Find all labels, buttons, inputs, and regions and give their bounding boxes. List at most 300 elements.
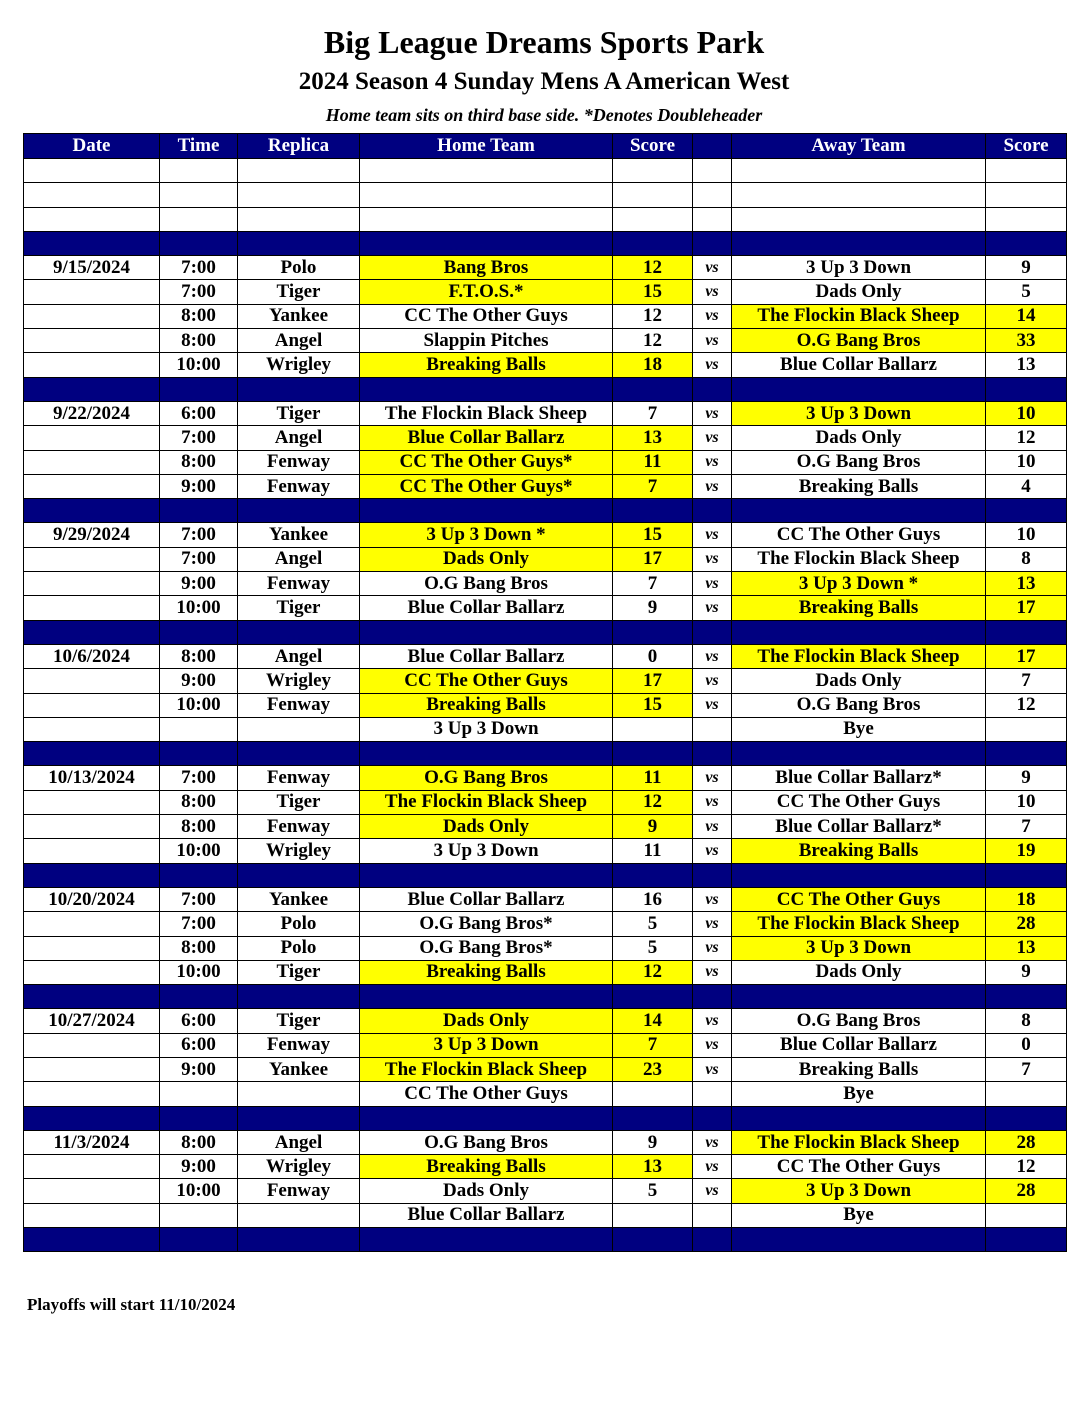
home-team-cell xyxy=(360,742,613,766)
blank-row xyxy=(24,159,1067,183)
away-team-cell: Breaking Balls xyxy=(732,596,986,620)
away-team-cell: CC The Other Guys xyxy=(732,1155,986,1179)
home-score-cell: 12 xyxy=(613,790,693,814)
replica-cell: Angel xyxy=(238,426,360,450)
away-team-cell: CC The Other Guys xyxy=(732,790,986,814)
time-cell: 7:00 xyxy=(160,256,238,280)
away-score-cell: 7 xyxy=(986,1057,1067,1081)
replica-cell: Tiger xyxy=(238,401,360,425)
away-team-cell: O.G Bang Bros xyxy=(732,329,986,353)
home-score-cell xyxy=(613,985,693,1009)
home-score-cell: 11 xyxy=(613,450,693,474)
home-score-cell: 12 xyxy=(613,329,693,353)
col-header-replica: Replica xyxy=(238,134,360,159)
replica-cell xyxy=(238,207,360,231)
time-cell xyxy=(160,159,238,183)
replica-cell xyxy=(238,1228,360,1252)
vs-cell: vs xyxy=(693,547,732,571)
away-team-cell xyxy=(732,231,986,255)
home-team-cell: The Flockin Black Sheep xyxy=(360,790,613,814)
vs-cell: vs xyxy=(693,1033,732,1057)
home-team-cell: O.G Bang Bros* xyxy=(360,936,613,960)
week-separator-row xyxy=(24,377,1067,401)
time-cell xyxy=(160,207,238,231)
home-team-cell: F.T.O.S.* xyxy=(360,280,613,304)
home-team-cell: Breaking Balls xyxy=(360,1155,613,1179)
time-cell: 10:00 xyxy=(160,353,238,377)
table-row xyxy=(24,1155,1067,1179)
time-cell: 8:00 xyxy=(160,936,238,960)
away-team-cell: Blue Collar Ballarz* xyxy=(732,815,986,839)
week-separator-row xyxy=(24,742,1067,766)
away-score-cell: 8 xyxy=(986,547,1067,571)
away-score-cell: 12 xyxy=(986,693,1067,717)
away-score-cell: 10 xyxy=(986,401,1067,425)
away-score-cell xyxy=(986,985,1067,1009)
date-cell xyxy=(24,1033,160,1057)
week-separator-row xyxy=(24,1228,1067,1252)
time-cell: 9:00 xyxy=(160,1057,238,1081)
vs-cell xyxy=(693,1106,732,1130)
away-team-cell: 3 Up 3 Down xyxy=(732,256,986,280)
time-cell: 8:00 xyxy=(160,1130,238,1154)
time-cell: 7:00 xyxy=(160,426,238,450)
week-separator-row xyxy=(24,620,1067,644)
home-team-cell xyxy=(360,620,613,644)
time-cell xyxy=(160,231,238,255)
away-team-cell xyxy=(732,985,986,1009)
replica-cell: Tiger xyxy=(238,280,360,304)
date-cell xyxy=(24,815,160,839)
away-team-cell xyxy=(732,742,986,766)
home-team-cell: Blue Collar Ballarz xyxy=(360,644,613,668)
home-team-cell: O.G Bang Bros* xyxy=(360,912,613,936)
col-header-home-team: Home Team xyxy=(360,134,613,159)
home-score-cell xyxy=(613,159,693,183)
time-cell xyxy=(160,1203,238,1227)
table-row xyxy=(24,596,1067,620)
home-score-cell: 13 xyxy=(613,1155,693,1179)
home-team-cell: Breaking Balls xyxy=(360,960,613,984)
vs-cell: vs xyxy=(693,596,732,620)
date-cell xyxy=(24,547,160,571)
home-score-cell xyxy=(613,207,693,231)
date-cell xyxy=(24,717,160,741)
away-team-cell: O.G Bang Bros xyxy=(732,693,986,717)
replica-cell: Tiger xyxy=(238,960,360,984)
page-note: Home team sits on third base side. *Denotes Doubleheader xyxy=(325,105,763,125)
time-cell: 7:00 xyxy=(160,523,238,547)
time-cell xyxy=(160,985,238,1009)
table-row xyxy=(24,1033,1067,1057)
away-team-cell: O.G Bang Bros xyxy=(732,450,986,474)
table-row xyxy=(24,426,1067,450)
table-row xyxy=(24,815,1067,839)
time-cell xyxy=(160,717,238,741)
date-cell xyxy=(24,353,160,377)
away-team-cell: Dads Only xyxy=(732,669,986,693)
replica-cell xyxy=(238,159,360,183)
replica-cell: Angel xyxy=(238,1130,360,1154)
home-score-cell: 12 xyxy=(613,304,693,328)
home-score-cell: 23 xyxy=(613,1057,693,1081)
date-cell xyxy=(24,669,160,693)
home-team-cell: CC The Other Guys xyxy=(360,304,613,328)
away-score-cell xyxy=(986,1228,1067,1252)
home-score-cell: 12 xyxy=(613,960,693,984)
replica-cell: Polo xyxy=(238,256,360,280)
date-cell xyxy=(24,1179,160,1203)
vs-cell xyxy=(693,620,732,644)
away-score-cell: 12 xyxy=(986,1155,1067,1179)
time-cell: 8:00 xyxy=(160,304,238,328)
home-score-cell xyxy=(613,377,693,401)
date-cell xyxy=(24,1057,160,1081)
home-score-cell: 9 xyxy=(613,815,693,839)
home-team-cell: CC The Other Guys xyxy=(360,669,613,693)
home-score-cell xyxy=(613,742,693,766)
away-score-cell: 7 xyxy=(986,815,1067,839)
away-score-cell xyxy=(986,377,1067,401)
date-cell xyxy=(24,1228,160,1252)
page-title: Big League Dreams Sports Park xyxy=(323,24,765,60)
away-team-cell: Blue Collar Ballarz xyxy=(732,353,986,377)
replica-cell: Polo xyxy=(238,936,360,960)
away-score-cell: 13 xyxy=(986,572,1067,596)
home-score-cell xyxy=(613,183,693,207)
time-cell: 8:00 xyxy=(160,329,238,353)
table-row xyxy=(24,1130,1067,1154)
replica-cell: Yankee xyxy=(238,887,360,911)
time-cell xyxy=(160,183,238,207)
home-team-cell: 3 Up 3 Down * xyxy=(360,523,613,547)
date-cell: 9/15/2024 xyxy=(24,256,160,280)
home-team-cell: O.G Bang Bros xyxy=(360,766,613,790)
time-cell xyxy=(160,499,238,523)
replica-cell: Fenway xyxy=(238,474,360,498)
time-cell xyxy=(160,1082,238,1106)
away-score-cell: 4 xyxy=(986,474,1067,498)
vs-cell: vs xyxy=(693,256,732,280)
home-team-cell xyxy=(360,985,613,1009)
home-score-cell xyxy=(613,1203,693,1227)
time-cell xyxy=(160,1228,238,1252)
away-score-cell: 17 xyxy=(986,644,1067,668)
vs-cell: vs xyxy=(693,1130,732,1154)
vs-cell xyxy=(693,159,732,183)
home-team-cell: O.G Bang Bros xyxy=(360,1130,613,1154)
replica-cell xyxy=(238,985,360,1009)
vs-cell: vs xyxy=(693,887,732,911)
replica-cell: Fenway xyxy=(238,572,360,596)
vs-cell: vs xyxy=(693,766,732,790)
home-team-cell: CC The Other Guys* xyxy=(360,450,613,474)
date-cell: 10/20/2024 xyxy=(24,887,160,911)
vs-cell: vs xyxy=(693,450,732,474)
away-score-cell xyxy=(986,183,1067,207)
time-cell: 6:00 xyxy=(160,401,238,425)
vs-cell xyxy=(693,499,732,523)
home-team-cell xyxy=(360,207,613,231)
table-row xyxy=(24,1057,1067,1081)
away-score-cell: 9 xyxy=(986,766,1067,790)
time-cell: 10:00 xyxy=(160,693,238,717)
away-score-cell xyxy=(986,207,1067,231)
date-cell: 10/13/2024 xyxy=(24,766,160,790)
away-score-cell: 10 xyxy=(986,790,1067,814)
time-cell: 7:00 xyxy=(160,912,238,936)
table-row xyxy=(24,912,1067,936)
replica-cell: Angel xyxy=(238,547,360,571)
away-team-cell: 3 Up 3 Down xyxy=(732,936,986,960)
vs-cell xyxy=(693,1082,732,1106)
home-score-cell xyxy=(613,1082,693,1106)
away-team-cell: Dads Only xyxy=(732,280,986,304)
schedule-body xyxy=(24,159,1067,1252)
date-cell xyxy=(24,693,160,717)
away-team-cell: CC The Other Guys xyxy=(732,523,986,547)
away-team-cell: Breaking Balls xyxy=(732,839,986,863)
vs-cell: vs xyxy=(693,1155,732,1179)
replica-cell xyxy=(238,377,360,401)
away-team-cell: Bye xyxy=(732,1203,986,1227)
vs-cell: vs xyxy=(693,572,732,596)
away-score-cell xyxy=(986,499,1067,523)
date-cell xyxy=(24,1106,160,1130)
vs-cell xyxy=(693,377,732,401)
time-cell: 9:00 xyxy=(160,474,238,498)
replica-cell: Fenway xyxy=(238,766,360,790)
away-score-cell: 17 xyxy=(986,596,1067,620)
home-team-cell: Slappin Pitches xyxy=(360,329,613,353)
vs-cell: vs xyxy=(693,353,732,377)
col-header-away-team: Away Team xyxy=(732,134,986,159)
table-header-row xyxy=(24,134,1067,159)
vs-cell: vs xyxy=(693,426,732,450)
replica-cell: Yankee xyxy=(238,304,360,328)
vs-cell: vs xyxy=(693,912,732,936)
home-score-cell xyxy=(613,863,693,887)
vs-cell: vs xyxy=(693,401,732,425)
home-score-cell: 15 xyxy=(613,523,693,547)
vs-cell xyxy=(693,1203,732,1227)
table-row xyxy=(24,256,1067,280)
away-team-cell xyxy=(732,1106,986,1130)
replica-cell xyxy=(238,1203,360,1227)
away-team-cell: Dads Only xyxy=(732,960,986,984)
time-cell xyxy=(160,377,238,401)
date-cell xyxy=(24,499,160,523)
table-row xyxy=(24,766,1067,790)
table-row xyxy=(24,1009,1067,1033)
week-separator-row xyxy=(24,231,1067,255)
time-cell: 7:00 xyxy=(160,887,238,911)
vs-cell: vs xyxy=(693,474,732,498)
home-team-cell: Dads Only xyxy=(360,1009,613,1033)
replica-cell: Fenway xyxy=(238,1179,360,1203)
time-cell: 9:00 xyxy=(160,669,238,693)
table-row xyxy=(24,280,1067,304)
table-row xyxy=(24,329,1067,353)
home-team-cell: Dads Only xyxy=(360,815,613,839)
home-score-cell: 15 xyxy=(613,280,693,304)
replica-cell xyxy=(238,231,360,255)
date-cell xyxy=(24,280,160,304)
away-team-cell xyxy=(732,863,986,887)
date-cell xyxy=(24,474,160,498)
date-cell xyxy=(24,790,160,814)
home-team-cell xyxy=(360,231,613,255)
time-cell: 9:00 xyxy=(160,1155,238,1179)
away-team-cell: 3 Up 3 Down xyxy=(732,401,986,425)
col-header-away-score: Score xyxy=(986,134,1067,159)
home-team-cell: Blue Collar Ballarz xyxy=(360,1203,613,1227)
away-score-cell: 12 xyxy=(986,426,1067,450)
home-team-cell: Blue Collar Ballarz xyxy=(360,426,613,450)
home-team-cell: CC The Other Guys* xyxy=(360,474,613,498)
vs-cell: vs xyxy=(693,304,732,328)
replica-cell xyxy=(238,1082,360,1106)
time-cell: 9:00 xyxy=(160,572,238,596)
home-score-cell: 9 xyxy=(613,1130,693,1154)
home-team-cell xyxy=(360,1228,613,1252)
time-cell xyxy=(160,1106,238,1130)
home-score-cell: 7 xyxy=(613,474,693,498)
home-score-cell: 14 xyxy=(613,1009,693,1033)
time-cell xyxy=(160,620,238,644)
replica-cell: Angel xyxy=(238,329,360,353)
home-score-cell xyxy=(613,231,693,255)
time-cell: 8:00 xyxy=(160,644,238,668)
table-row xyxy=(24,353,1067,377)
home-team-cell xyxy=(360,499,613,523)
home-score-cell: 11 xyxy=(613,839,693,863)
vs-cell xyxy=(693,863,732,887)
away-score-cell: 19 xyxy=(986,839,1067,863)
home-team-cell: Blue Collar Ballarz xyxy=(360,596,613,620)
replica-cell: Fenway xyxy=(238,1033,360,1057)
away-team-cell: The Flockin Black Sheep xyxy=(732,547,986,571)
away-team-cell: Bye xyxy=(732,1082,986,1106)
vs-cell xyxy=(693,985,732,1009)
home-score-cell: 17 xyxy=(613,547,693,571)
away-score-cell: 28 xyxy=(986,1179,1067,1203)
date-cell xyxy=(24,863,160,887)
replica-cell xyxy=(238,863,360,887)
time-cell: 10:00 xyxy=(160,960,238,984)
vs-cell: vs xyxy=(693,960,732,984)
replica-cell xyxy=(238,1106,360,1130)
away-score-cell: 28 xyxy=(986,912,1067,936)
vs-cell: vs xyxy=(693,790,732,814)
home-score-cell: 7 xyxy=(613,401,693,425)
replica-cell xyxy=(238,620,360,644)
table-row xyxy=(24,644,1067,668)
replica-cell xyxy=(238,183,360,207)
away-team-cell: Dads Only xyxy=(732,426,986,450)
away-team-cell: Bye xyxy=(732,717,986,741)
away-score-cell xyxy=(986,1082,1067,1106)
table-row xyxy=(24,1179,1067,1203)
home-score-cell: 18 xyxy=(613,353,693,377)
time-cell: 7:00 xyxy=(160,280,238,304)
home-score-cell: 12 xyxy=(613,256,693,280)
away-score-cell xyxy=(986,231,1067,255)
replica-cell: Angel xyxy=(238,644,360,668)
home-team-cell: Breaking Balls xyxy=(360,353,613,377)
vs-cell: vs xyxy=(693,839,732,863)
home-team-cell: Breaking Balls xyxy=(360,693,613,717)
home-team-cell xyxy=(360,863,613,887)
time-cell: 8:00 xyxy=(160,815,238,839)
home-team-cell: 3 Up 3 Down xyxy=(360,717,613,741)
time-cell: 6:00 xyxy=(160,1033,238,1057)
vs-cell xyxy=(693,1228,732,1252)
table-row xyxy=(24,474,1067,498)
vs-cell: vs xyxy=(693,280,732,304)
away-team-cell xyxy=(732,620,986,644)
table-row xyxy=(24,1203,1067,1227)
home-score-cell: 5 xyxy=(613,912,693,936)
time-cell: 10:00 xyxy=(160,839,238,863)
date-cell: 9/22/2024 xyxy=(24,401,160,425)
vs-cell: vs xyxy=(693,693,732,717)
home-score-cell xyxy=(613,499,693,523)
replica-cell: Polo xyxy=(238,912,360,936)
table-row xyxy=(24,960,1067,984)
vs-cell xyxy=(693,742,732,766)
away-score-cell: 13 xyxy=(986,353,1067,377)
date-cell xyxy=(24,450,160,474)
away-score-cell xyxy=(986,620,1067,644)
replica-cell: Fenway xyxy=(238,450,360,474)
home-score-cell: 7 xyxy=(613,1033,693,1057)
away-team-cell xyxy=(732,207,986,231)
date-cell xyxy=(24,839,160,863)
vs-cell: vs xyxy=(693,1179,732,1203)
vs-cell: vs xyxy=(693,329,732,353)
home-score-cell: 15 xyxy=(613,693,693,717)
footer-note: Playoffs will start 11/10/2024 xyxy=(27,1295,236,1314)
date-cell xyxy=(24,572,160,596)
replica-cell xyxy=(238,717,360,741)
away-score-cell: 10 xyxy=(986,523,1067,547)
away-team-cell: Breaking Balls xyxy=(732,1057,986,1081)
away-score-cell: 13 xyxy=(986,936,1067,960)
date-cell: 10/27/2024 xyxy=(24,1009,160,1033)
home-team-cell: 3 Up 3 Down xyxy=(360,1033,613,1057)
time-cell: 7:00 xyxy=(160,547,238,571)
home-team-cell xyxy=(360,183,613,207)
away-score-cell xyxy=(986,1106,1067,1130)
date-cell xyxy=(24,620,160,644)
away-team-cell xyxy=(732,159,986,183)
away-score-cell: 33 xyxy=(986,329,1067,353)
home-team-cell xyxy=(360,159,613,183)
vs-cell: vs xyxy=(693,669,732,693)
away-team-cell: 3 Up 3 Down xyxy=(732,1179,986,1203)
table-row xyxy=(24,401,1067,425)
replica-cell xyxy=(238,499,360,523)
date-cell xyxy=(24,377,160,401)
date-cell xyxy=(24,1155,160,1179)
away-score-cell: 28 xyxy=(986,1130,1067,1154)
home-score-cell: 0 xyxy=(613,644,693,668)
table-row xyxy=(24,1082,1067,1106)
away-score-cell: 5 xyxy=(986,280,1067,304)
table-row xyxy=(24,547,1067,571)
vs-cell: vs xyxy=(693,1057,732,1081)
